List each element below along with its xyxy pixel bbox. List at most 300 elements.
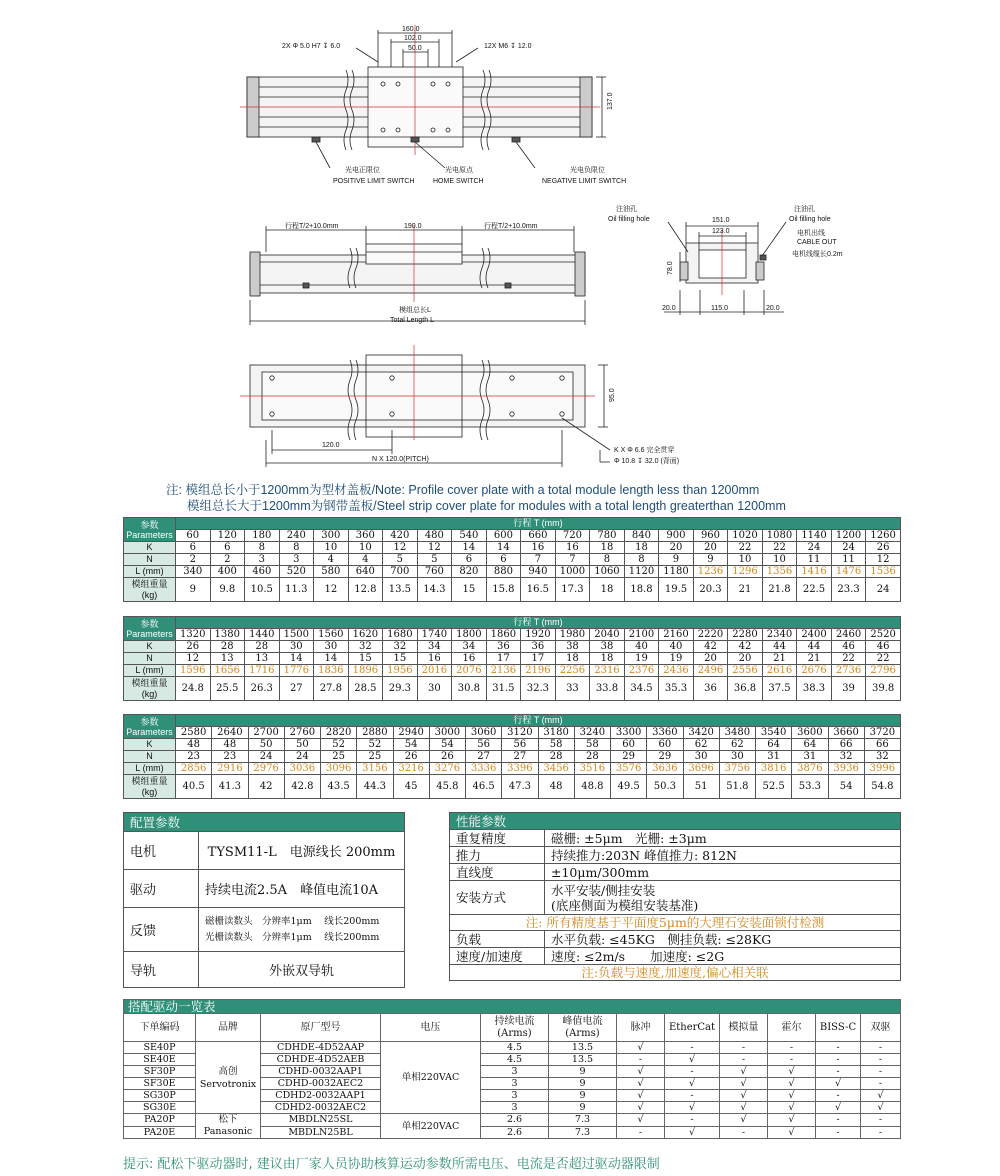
weight-value: 9.8 bbox=[210, 578, 245, 602]
n-value: 8 bbox=[590, 554, 625, 566]
stroke-value: 1920 bbox=[521, 629, 556, 641]
tip-text: 提示: 配松下驱动器时, 建议由厂家人员协助核算运动参数所需电压、电流是否超过驱动器限制 bbox=[123, 1157, 660, 1172]
l-label: L (mm) bbox=[124, 665, 176, 677]
weight-value: 48.8 bbox=[574, 775, 610, 799]
param-cn: 参数 bbox=[140, 618, 159, 629]
k-value: 8 bbox=[279, 542, 314, 554]
brand-panasonic bbox=[196, 1114, 261, 1139]
l-value: 3156 bbox=[357, 763, 393, 775]
param-label-cn bbox=[124, 518, 176, 542]
dim-137: 137.0 bbox=[607, 92, 614, 110]
k-value: 16 bbox=[555, 542, 590, 554]
k-value: 54 bbox=[393, 739, 429, 751]
k-value: 62 bbox=[719, 739, 755, 751]
stroke-value: 900 bbox=[659, 530, 694, 542]
stroke-value: 2760 bbox=[284, 727, 320, 739]
order-code: PA20E bbox=[124, 1126, 196, 1139]
driver-cell: √ bbox=[720, 1102, 768, 1114]
driver-cell: 4.5 bbox=[481, 1042, 549, 1054]
weight-value: 30 bbox=[417, 677, 452, 701]
l-value: 1656 bbox=[210, 665, 245, 677]
weight-value: 50.3 bbox=[647, 775, 683, 799]
model: MBDLN25BL bbox=[261, 1126, 381, 1139]
driver-cell: √ bbox=[617, 1042, 665, 1054]
k-value: 66 bbox=[864, 739, 900, 751]
stroke-value: 660 bbox=[521, 530, 556, 542]
driver-cell: √ bbox=[665, 1078, 720, 1090]
weight-value: 52.5 bbox=[756, 775, 792, 799]
n-value: 26 bbox=[393, 751, 429, 763]
weight-value: 26.3 bbox=[245, 677, 280, 701]
model: CDHD2-0032AEC2 bbox=[261, 1102, 381, 1114]
l-value: 460 bbox=[245, 566, 280, 578]
feedback-label: 反馈 bbox=[124, 908, 199, 952]
l-value: 3696 bbox=[683, 763, 719, 775]
k-value: 46 bbox=[831, 641, 866, 653]
brand-cn: 高创 bbox=[218, 1065, 238, 1077]
k-value: 30 bbox=[314, 641, 349, 653]
l-value: 3876 bbox=[792, 763, 828, 775]
k-value: 20 bbox=[693, 542, 728, 554]
weight-value: 46.5 bbox=[466, 775, 502, 799]
k-value: 10 bbox=[314, 542, 349, 554]
voltage-gc: 单相220VAC bbox=[381, 1042, 481, 1114]
weight-value: 12 bbox=[314, 578, 349, 602]
driver-cell: √ bbox=[665, 1102, 720, 1114]
l-value: 1776 bbox=[279, 665, 314, 677]
k-value: 58 bbox=[574, 739, 610, 751]
stroke-value: 2280 bbox=[728, 629, 763, 641]
weight-value: 40.5 bbox=[176, 775, 212, 799]
brand-servotronix bbox=[196, 1042, 261, 1114]
stroke-value: 2700 bbox=[248, 727, 284, 739]
repeat-value: 磁栅: ±5μm 光栅: ±3μm bbox=[545, 830, 901, 847]
weight-value: 33.8 bbox=[590, 677, 625, 701]
driver-cell: - bbox=[816, 1042, 861, 1054]
stroke-left: 行程T/2+10.0mm bbox=[285, 223, 339, 230]
n-value: 7 bbox=[521, 554, 556, 566]
n-label: N bbox=[124, 554, 176, 566]
stroke-value: 1020 bbox=[728, 530, 763, 542]
voltage-pana: 单相220VAC bbox=[381, 1114, 481, 1139]
param-cn: 参数 bbox=[140, 519, 159, 530]
limit-pos-cn: 光电正限位 bbox=[345, 167, 380, 174]
driver-cell: - bbox=[861, 1042, 901, 1054]
weight-value: 21.8 bbox=[762, 578, 797, 602]
n-value: 7 bbox=[555, 554, 590, 566]
driver-cell: 3 bbox=[481, 1066, 549, 1078]
k-value: 12 bbox=[417, 542, 452, 554]
driver-cell: 13.5 bbox=[549, 1054, 617, 1066]
brand-en: Panasonic bbox=[203, 1126, 253, 1137]
l-value: 1356 bbox=[762, 566, 797, 578]
mount-value-1: 水平安装/侧挂安装 bbox=[551, 882, 656, 898]
weight-value: 41.3 bbox=[212, 775, 248, 799]
l-value: 2556 bbox=[728, 665, 763, 677]
cable-len: 电机线缆长0.2m bbox=[792, 251, 843, 258]
driver-cell: - bbox=[665, 1042, 720, 1054]
driver-cell: - bbox=[720, 1054, 768, 1066]
stroke-value: 3120 bbox=[502, 727, 538, 739]
driver-cell: √ bbox=[720, 1078, 768, 1090]
limit-neg-cn: 光电负限位 bbox=[570, 167, 605, 174]
model: CDHD2-0032AAP1 bbox=[261, 1090, 381, 1102]
n-value: 25 bbox=[321, 751, 357, 763]
performance-note-2: 注:负载与速度,加速度,偏心相关联 bbox=[450, 965, 901, 981]
driver-cell: - bbox=[861, 1054, 901, 1066]
guide-label: 导轨 bbox=[124, 952, 199, 988]
k-value: 34 bbox=[452, 641, 487, 653]
driver-cell: √ bbox=[617, 1102, 665, 1114]
stroke-value: 1620 bbox=[348, 629, 383, 641]
stroke-value: 3720 bbox=[864, 727, 900, 739]
stroke-value: 2640 bbox=[212, 727, 248, 739]
k-value: 28 bbox=[210, 641, 245, 653]
weight-value: 28.5 bbox=[348, 677, 383, 701]
driver-cell: 7.3 bbox=[549, 1126, 617, 1139]
weight-value: 51.8 bbox=[719, 775, 755, 799]
stroke-value: 2400 bbox=[797, 629, 832, 641]
weight-value: 45 bbox=[393, 775, 429, 799]
oil-cn-left: 注油孔 bbox=[616, 206, 637, 213]
n-value: 30 bbox=[683, 751, 719, 763]
load-value: 水平负载: ≤45KG 侧挂负载: ≤28KG bbox=[545, 931, 901, 948]
home-en: HOME SWITCH bbox=[433, 178, 484, 185]
l-value: 400 bbox=[210, 566, 245, 578]
weight-value: 53.3 bbox=[792, 775, 828, 799]
n-value: 21 bbox=[797, 653, 832, 665]
driver-cell: 9 bbox=[549, 1066, 617, 1078]
l-value: 2376 bbox=[624, 665, 659, 677]
n-value: 14 bbox=[279, 653, 314, 665]
n-value: 13 bbox=[210, 653, 245, 665]
driver-cell: √ bbox=[768, 1066, 816, 1078]
stroke-value: 1260 bbox=[866, 530, 901, 542]
brand-cn: 松下 bbox=[218, 1114, 238, 1125]
driver-cell: 7.3 bbox=[549, 1114, 617, 1127]
l-value: 3756 bbox=[719, 763, 755, 775]
k-value: 62 bbox=[683, 739, 719, 751]
k-value: 6 bbox=[210, 542, 245, 554]
param-label-cn bbox=[124, 617, 176, 641]
l-value: 640 bbox=[348, 566, 383, 578]
weight-value: 23.3 bbox=[831, 578, 866, 602]
weight-value: 42 bbox=[248, 775, 284, 799]
n-value: 31 bbox=[756, 751, 792, 763]
note-line-2: 模组总长大于1200mm为钢带盖板/Steel strip cover plate for modules with a total length greaterthan 1200mm bbox=[187, 499, 786, 513]
th-cont-current: 持续电流 bbox=[494, 1015, 535, 1027]
th-voltage: 电压 bbox=[381, 1014, 481, 1042]
l-value: 1716 bbox=[245, 665, 280, 677]
n-value: 12 bbox=[866, 554, 901, 566]
feedback-line-1: 磁栅读数头 分辨率1μm 线长200mm bbox=[205, 915, 380, 927]
stroke-value: 3660 bbox=[828, 727, 864, 739]
weight-cn: 模组重量 bbox=[131, 578, 168, 589]
driver-title: 搭配驱动一览表 bbox=[124, 1000, 901, 1014]
dim-120: 120.0 bbox=[322, 442, 340, 449]
l-value: 700 bbox=[383, 566, 418, 578]
n-value: 3 bbox=[279, 554, 314, 566]
driver-cell: √ bbox=[720, 1090, 768, 1102]
l-value: 2616 bbox=[762, 665, 797, 677]
weight-value: 51 bbox=[683, 775, 719, 799]
dim-151: 151.0 bbox=[712, 217, 730, 224]
k-value: 64 bbox=[792, 739, 828, 751]
straight-label: 直线度 bbox=[450, 864, 545, 881]
n-value: 23 bbox=[212, 751, 248, 763]
motor-label: 电机 bbox=[124, 832, 199, 870]
weight-value: 14.3 bbox=[417, 578, 452, 602]
stroke-value: 1860 bbox=[486, 629, 521, 641]
dim-123: 123.0 bbox=[712, 228, 730, 235]
l-value: 1596 bbox=[176, 665, 211, 677]
weight-value: 32.3 bbox=[521, 677, 556, 701]
driver-cell: - bbox=[816, 1126, 861, 1139]
l-value: 820 bbox=[452, 566, 487, 578]
weight-value: 19.5 bbox=[659, 578, 694, 602]
weight-unit: (kg) bbox=[141, 589, 158, 600]
driver-cell: √ bbox=[617, 1066, 665, 1078]
n-value: 27 bbox=[502, 751, 538, 763]
total-length-en: Total Length L bbox=[390, 317, 434, 324]
param-cn: 参数 bbox=[140, 716, 159, 727]
n-value: 11 bbox=[831, 554, 866, 566]
stroke-header: 行程 T (mm) bbox=[176, 518, 901, 530]
home-cn: 光电原点 bbox=[445, 167, 473, 174]
k-value: 60 bbox=[647, 739, 683, 751]
stroke-value: 2460 bbox=[831, 629, 866, 641]
driver-cell: - bbox=[720, 1042, 768, 1054]
hole-2: Φ 10.8 ↧ 32.0 (背面) bbox=[614, 458, 680, 465]
k-value: 22 bbox=[728, 542, 763, 554]
k-value: 22 bbox=[762, 542, 797, 554]
stroke-value: 3300 bbox=[611, 727, 647, 739]
k-value: 64 bbox=[756, 739, 792, 751]
stroke-value: 600 bbox=[486, 530, 521, 542]
driver-cell: 3 bbox=[481, 1078, 549, 1090]
l-value: 2016 bbox=[417, 665, 452, 677]
k-label: K bbox=[124, 739, 176, 751]
stroke-value: 2340 bbox=[762, 629, 797, 641]
speed-value: 速度: ≤2m/s 加速度: ≤2G bbox=[545, 948, 901, 965]
n-value: 19 bbox=[659, 653, 694, 665]
stroke-value: 840 bbox=[624, 530, 659, 542]
stroke-value: 3420 bbox=[683, 727, 719, 739]
l-value: 2196 bbox=[521, 665, 556, 677]
mount-label: 安装方式 bbox=[450, 881, 545, 915]
stroke-value: 960 bbox=[693, 530, 728, 542]
l-value: 3096 bbox=[321, 763, 357, 775]
l-value: 3216 bbox=[393, 763, 429, 775]
speed-label: 速度/加速度 bbox=[450, 948, 545, 965]
n-value: 4 bbox=[314, 554, 349, 566]
stroke-right: 行程T/2+10.0mm bbox=[484, 223, 538, 230]
l-value: 2496 bbox=[693, 665, 728, 677]
weight-value: 17.3 bbox=[555, 578, 590, 602]
driver-cell: √ bbox=[617, 1090, 665, 1102]
weight-value: 25.5 bbox=[210, 677, 245, 701]
model: CDHD-0032AAP1 bbox=[261, 1066, 381, 1078]
weight-value: 42.8 bbox=[284, 775, 320, 799]
dim-95: 95.0 bbox=[609, 388, 616, 402]
cable-en: CABLE OUT bbox=[797, 239, 837, 246]
l-value: 2256 bbox=[555, 665, 590, 677]
th-ethercat: EtherCat bbox=[665, 1014, 720, 1042]
k-value: 28 bbox=[245, 641, 280, 653]
weight-label bbox=[124, 677, 176, 701]
spec-table-2 bbox=[123, 616, 901, 701]
l-value: 580 bbox=[314, 566, 349, 578]
weight-value: 12.8 bbox=[348, 578, 383, 602]
n-value: 10 bbox=[762, 554, 797, 566]
n-value: 20 bbox=[693, 653, 728, 665]
weight-value: 37.5 bbox=[762, 677, 797, 701]
guide-value: 外嵌双导轨 bbox=[199, 952, 405, 988]
driver-cell: √ bbox=[665, 1054, 720, 1066]
driver-cell: 9 bbox=[549, 1078, 617, 1090]
k-value: 26 bbox=[176, 641, 211, 653]
driver-cell: - bbox=[665, 1090, 720, 1102]
order-code: SF30P bbox=[124, 1066, 196, 1078]
weight-value: 16.5 bbox=[521, 578, 556, 602]
l-value: 3336 bbox=[466, 763, 502, 775]
n-value: 32 bbox=[828, 751, 864, 763]
n-value: 22 bbox=[866, 653, 901, 665]
param-label-cn bbox=[124, 715, 176, 739]
n-value: 15 bbox=[348, 653, 383, 665]
driver-cell: - bbox=[816, 1114, 861, 1127]
l-value: 1060 bbox=[590, 566, 625, 578]
driver-cell: 3 bbox=[481, 1102, 549, 1114]
weight-unit: (kg) bbox=[141, 786, 158, 797]
n-value: 26 bbox=[429, 751, 465, 763]
l-value: 880 bbox=[486, 566, 521, 578]
thrust-value: 持续推力:203N 峰值推力: 812N bbox=[545, 847, 901, 864]
k-value: 52 bbox=[357, 739, 393, 751]
l-value: 2436 bbox=[659, 665, 694, 677]
n-value: 29 bbox=[611, 751, 647, 763]
stroke-value: 1800 bbox=[452, 629, 487, 641]
n-value: 17 bbox=[486, 653, 521, 665]
stroke-value: 3360 bbox=[647, 727, 683, 739]
stroke-value: 1980 bbox=[555, 629, 590, 641]
total-length-cn: 模组总长L bbox=[399, 307, 431, 314]
weight-value: 22.5 bbox=[797, 578, 832, 602]
l-value: 1536 bbox=[866, 566, 901, 578]
k-value: 24 bbox=[831, 542, 866, 554]
driver-cell: - bbox=[861, 1066, 901, 1078]
l-value: 1000 bbox=[555, 566, 590, 578]
k-value: 32 bbox=[348, 641, 383, 653]
weight-label bbox=[124, 578, 176, 602]
weight-value: 27 bbox=[279, 677, 314, 701]
driver-cell: √ bbox=[768, 1102, 816, 1114]
driver-cell: √ bbox=[768, 1078, 816, 1090]
weight-value: 27.8 bbox=[314, 677, 349, 701]
weight-value: 38.3 bbox=[797, 677, 832, 701]
weight-value: 43.5 bbox=[321, 775, 357, 799]
n-value: 14 bbox=[314, 653, 349, 665]
limit-pos-en: POSITIVE LIMIT SWITCH bbox=[333, 178, 415, 185]
driver-cell: - bbox=[861, 1126, 901, 1139]
k-value: 8 bbox=[245, 542, 280, 554]
l-label: L (mm) bbox=[124, 566, 176, 578]
l-value: 2796 bbox=[866, 665, 901, 677]
th-hall: 霍尔 bbox=[768, 1014, 816, 1042]
n-value: 16 bbox=[417, 653, 452, 665]
l-value: 2856 bbox=[176, 763, 212, 775]
stroke-value: 1440 bbox=[245, 629, 280, 641]
stroke-value: 2160 bbox=[659, 629, 694, 641]
l-value: 2916 bbox=[212, 763, 248, 775]
driver-cell: √ bbox=[768, 1114, 816, 1127]
k-value: 54 bbox=[429, 739, 465, 751]
stroke-value: 1080 bbox=[762, 530, 797, 542]
stroke-value: 2580 bbox=[176, 727, 212, 739]
n-value: 28 bbox=[574, 751, 610, 763]
weight-value: 39.8 bbox=[866, 677, 901, 701]
l-value: 1896 bbox=[348, 665, 383, 677]
n-value: 20 bbox=[728, 653, 763, 665]
k-value: 18 bbox=[590, 542, 625, 554]
k-value: 44 bbox=[762, 641, 797, 653]
l-value: 340 bbox=[176, 566, 211, 578]
dim-20-left: 20.0 bbox=[662, 305, 676, 312]
n-value: 24 bbox=[248, 751, 284, 763]
stroke-value: 720 bbox=[555, 530, 590, 542]
k-value: 56 bbox=[502, 739, 538, 751]
stroke-value: 2520 bbox=[866, 629, 901, 641]
stroke-value: 60 bbox=[176, 530, 211, 542]
driver-row bbox=[124, 1042, 901, 1054]
weight-value: 24 bbox=[866, 578, 901, 602]
th-peak-current: 峰值电流 bbox=[562, 1015, 603, 1027]
feedback-line-2: 光栅读数头 分辨率1μm 线长200mm bbox=[205, 931, 380, 943]
bottom-view-drawing bbox=[240, 345, 610, 467]
n-value: 6 bbox=[486, 554, 521, 566]
k-value: 16 bbox=[521, 542, 556, 554]
weight-value: 49.5 bbox=[611, 775, 647, 799]
driver-cell: - bbox=[665, 1114, 720, 1127]
stroke-value: 1320 bbox=[176, 629, 211, 641]
th-order-code: 下单编码 bbox=[124, 1014, 196, 1042]
dim-50: 50.0 bbox=[408, 45, 422, 52]
drive-label: 驱动 bbox=[124, 870, 199, 908]
th-analog: 模拟量 bbox=[720, 1014, 768, 1042]
driver-cell: 3 bbox=[481, 1090, 549, 1102]
weight-value: 48 bbox=[538, 775, 574, 799]
callout-left: 2X Φ 5.0 H7 ↧ 6.0 bbox=[282, 43, 341, 50]
cable-cn: 电机出线 bbox=[797, 230, 825, 237]
k-value: 14 bbox=[452, 542, 487, 554]
driver-cell: - bbox=[768, 1054, 816, 1066]
l-value: 2136 bbox=[486, 665, 521, 677]
k-value: 20 bbox=[659, 542, 694, 554]
note-line-1: 注: 模组总长小于1200mm为型材盖板/Note: Profile cover plate with a total module length less than 1200mm bbox=[166, 483, 760, 497]
weight-value: 15.8 bbox=[486, 578, 521, 602]
driver-cell: √ bbox=[617, 1114, 665, 1127]
dim-160: 160.0 bbox=[402, 26, 420, 33]
l-value: 1956 bbox=[383, 665, 418, 677]
pitch: N X 120.0(PITCH) bbox=[372, 456, 429, 463]
stroke-header: 行程 T (mm) bbox=[176, 617, 901, 629]
stroke-value: 540 bbox=[452, 530, 487, 542]
weight-value: 21 bbox=[728, 578, 763, 602]
n-value: 13 bbox=[245, 653, 280, 665]
th-biss: BISS-C bbox=[816, 1014, 861, 1042]
technical-drawings bbox=[0, 0, 1000, 480]
k-value: 48 bbox=[176, 739, 212, 751]
